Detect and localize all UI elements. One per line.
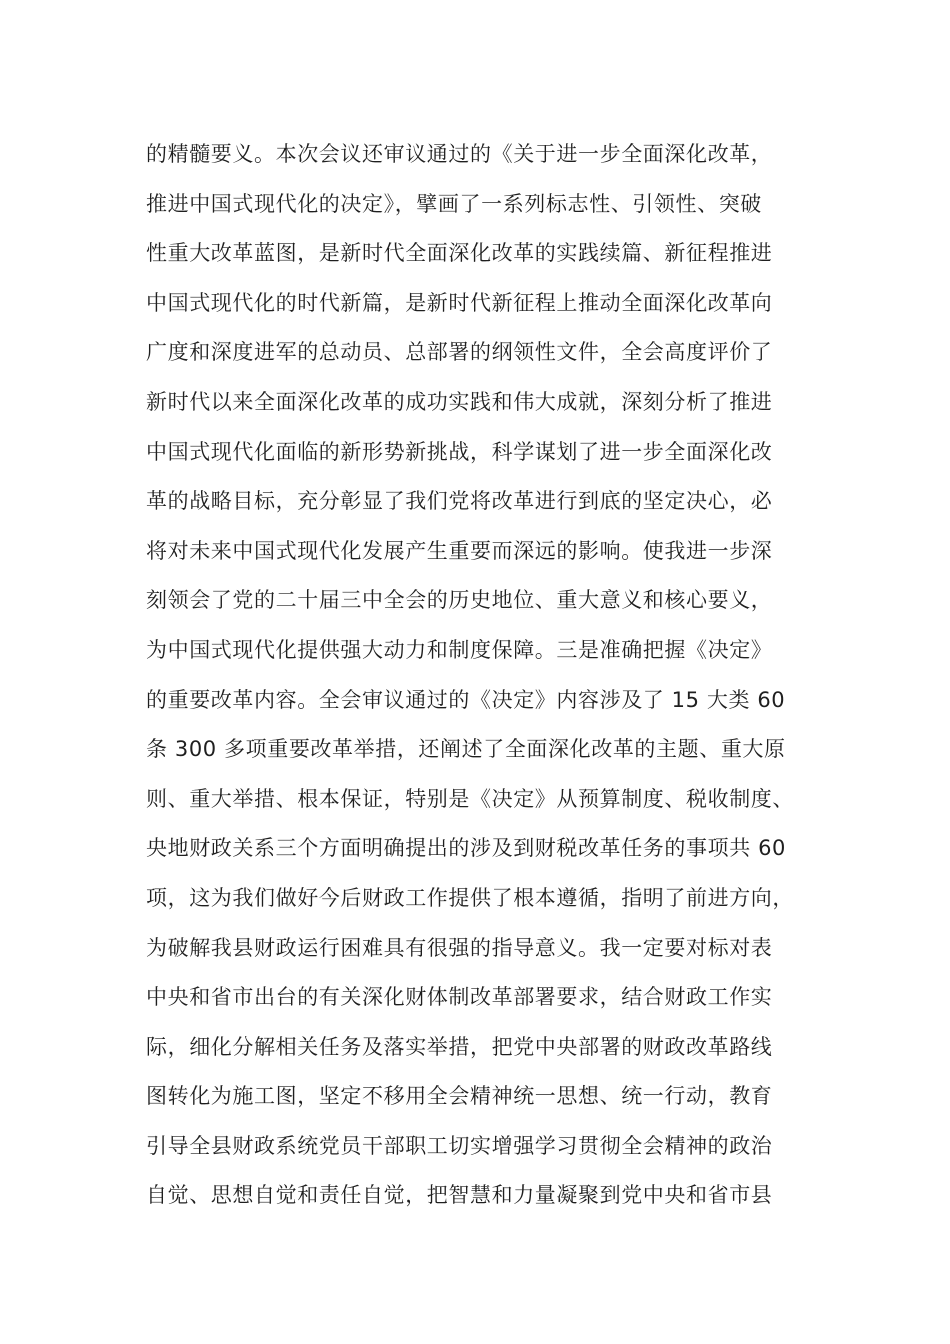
text-line: 中国式现代化的时代新篇，是新时代新征程上推动全面深化改革向: [146, 290, 773, 315]
text-line: 际，细化分解相关任务及落实举措，把党中央部署的财政改革路线: [146, 1034, 773, 1059]
text-line: 广度和深度进军的总动员、总部署的纲领性文件，全会高度评价了: [146, 340, 773, 365]
text-line: 的重要改革内容。全会审议通过的《决定》内容涉及了 15 大类 60: [146, 687, 786, 712]
text-line: 引导全县财政系统党员干部职工切实增强学习贯彻全会精神的政治: [146, 1133, 773, 1158]
text-line: 新时代以来全面深化改革的成功实践和伟大成就，深刻分析了推进: [146, 389, 773, 414]
text-line: 则、重大举措、根本保证，特别是《决定》从预算制度、税收制度、: [146, 786, 794, 811]
text-line: 中央和省市出台的有关深化财体制改革部署要求，结合财政工作实: [146, 985, 773, 1010]
text-line: 央地财政关系三个方面明确提出的涉及到财税改革任务的事项共 60: [146, 836, 786, 861]
text-line: 革的战略目标，充分彰显了我们党将改革进行到底的坚定决心，必: [146, 489, 773, 514]
text-line: 项，这为我们做好今后财政工作提供了根本遵循，指明了前进方向，: [146, 885, 794, 910]
text-line: 图转化为施工图，坚定不移用全会精神统一思想、统一行动，教育: [146, 1084, 773, 1109]
text-line: 为中国式现代化提供强大动力和制度保障。三是准确把握《决定》: [146, 637, 773, 662]
text-line: 推进中国式现代化的决定》，擘画了一系列标志性、引领性、突破: [146, 191, 762, 216]
text-line: 的精髓要义。本次会议还审议通过的《关于进一步全面深化改革，: [146, 142, 773, 166]
text-line: 将对未来中国式现代化发展产生重要而深远的影响。使我进一步深: [146, 538, 773, 563]
text-line: 自觉、思想自觉和责任自觉，把智慧和力量凝聚到党中央和省市县: [146, 1183, 773, 1208]
text-line: 刻领会了党的二十届三中全会的历史地位、重大意义和核心要义，: [146, 588, 773, 613]
text-line: 性重大改革蓝图，是新时代全面深化改革的实践续篇、新征程推进: [146, 241, 773, 266]
body-text: [146, 130, 836, 1221]
text-line: 为破解我县财政运行困难具有很强的指导意义。我一定要对标对表: [146, 935, 773, 960]
text-line: 条 300 多项重要改革举措，还阐述了全面深化改革的主题、重大原: [146, 737, 786, 762]
text-line: 中国式现代化面临的新形势新挑战，科学谋划了进一步全面深化改: [146, 439, 773, 464]
